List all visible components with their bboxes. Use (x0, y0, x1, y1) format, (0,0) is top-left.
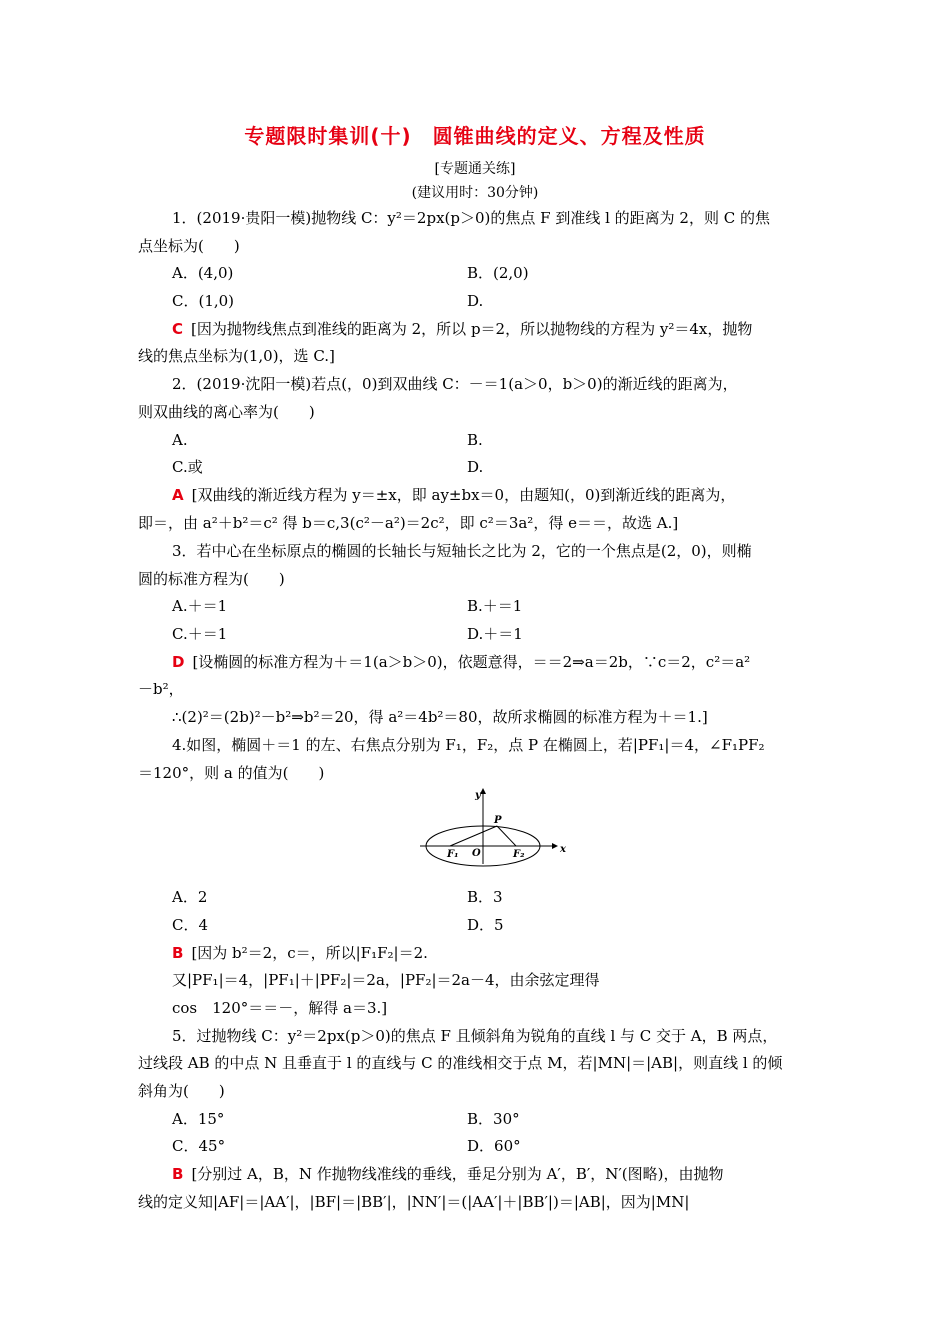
label-y: y (475, 790, 481, 801)
q4-solution-line3: cos 120°＝＝－，解得 a＝3.] (172, 999, 388, 1017)
q4-option-c: C．4 (172, 916, 209, 934)
q3-option-d: D.＋＝1 (467, 625, 523, 643)
q1-solution-line2: 线的焦点坐标为(1,0)，选 C.] (138, 347, 335, 365)
time-hint: (建议用时：30分钟) (411, 185, 539, 201)
q1-stem-line2: 点坐标为( ) (138, 237, 240, 255)
q2-solution-line2: 即＝，由 a²＋b²＝c² 得 b＝c,3(c²－a²)＝2c²，即 c²＝3a²，得 e＝＝，故选 A.] (138, 514, 679, 532)
q4-option-b: B．3 (467, 888, 503, 906)
q5-option-d: D．60° (467, 1137, 521, 1155)
section-subtitle: [专题通关练] (434, 161, 516, 177)
q5-answer: B (172, 1165, 184, 1183)
q4-answer: B (172, 944, 184, 962)
q1-solution-line1: C [因为抛物线焦点到准线的距离为 2，所以 p＝2，所以抛物线的方程为 y²＝4x，抛物 (172, 320, 753, 338)
label-o: O (472, 848, 481, 859)
q4-stem-line2: ＝120°，则 a 的值为( ) (138, 764, 325, 782)
q4-solution-line1: B [因为 b²＝2，c＝，所以|F₁F₂|＝2. (172, 944, 428, 962)
q3-solution-line1: D [设椭圆的标准方程为＋＝1(a＞b＞0)，依题意得，＝＝2⇒a＝2b，∵c＝2，c²＝a² (172, 653, 751, 671)
q5-stem-line3: 斜角为( ) (138, 1082, 225, 1100)
x-axis-arrow (552, 843, 558, 849)
page-title: 专题限时集训(十) 圆锥曲线的定义、方程及性质 (244, 124, 706, 148)
q3-option-a: A.＋＝1 (172, 597, 228, 615)
q3-solution-line3: ∴(2)²＝(2b)²－b²⇒b²＝20，得 a²＝4b²＝80，故所求椭圆的标准方程为＋＝1.] (172, 708, 708, 726)
q5-solution-line1: B [分别过 A，B，N 作抛物线准线的垂线，垂足分别为 A′，B′，N′(图略)，由抛物 (172, 1165, 724, 1183)
ellipse-figure (420, 786, 565, 866)
q1-option-b: B．(2,0) (467, 264, 529, 282)
q3-answer: D (172, 653, 185, 671)
label-p: P (494, 815, 502, 826)
q2-answer: A (172, 486, 184, 504)
label-f1: F₁ (447, 849, 459, 860)
q3-stem-line2: 圆的标准方程为( ) (138, 570, 285, 588)
q5-option-b: B．30° (467, 1110, 520, 1128)
q1-answer: C (172, 320, 184, 338)
q5-solution-line2: 线的定义知|AF|＝|AA′|，|BF|＝|BB′|，|NN′|＝(|AA′|＋|BB′|)＝|AB|，因为|MN| (138, 1193, 690, 1211)
q3-option-c: C.＋＝1 (172, 625, 228, 643)
label-f2: F₂ (513, 849, 525, 860)
q2-option-c: C.或 (172, 458, 203, 476)
q2-stem-line2: 则双曲线的离心率为( ) (138, 403, 315, 421)
q1-stem-line1: 1．(2019·贵阳一模)抛物线 C：y²＝2px(p＞0)的焦点 F 到准线 l 的距离为 2，则 C 的焦 (172, 209, 770, 227)
q4-option-a: A．2 (172, 888, 208, 906)
q4-stem-line1: 4.如图，椭圆＋＝1 的左、右焦点分别为 F₁，F₂，点 P 在椭圆上，若|PF₁|＝4，∠F₁PF₂ (172, 736, 765, 754)
q5-option-a: A．15° (172, 1110, 225, 1128)
q4-solution-line2: 又|PF₁|＝4，|PF₁|＋|PF₂|＝2a，|PF₂|＝2a－4，由余弦定理得 (172, 971, 600, 989)
q2-option-a: A. (172, 431, 188, 449)
q5-stem-line2: 过线段 AB 的中点 N 且垂直于 l 的直线与 C 的准线相交于点 M，若|MN|＝|AB|，则直线 l 的倾 (138, 1054, 783, 1072)
q2-stem-line1: 2．(2019·沈阳一模)若点(，0)到双曲线 C：－＝1(a＞0，b＞0)的渐近线的距离为， (172, 375, 738, 393)
q5-option-c: C．45° (172, 1137, 226, 1155)
q1-option-a: A．(4,0) (172, 264, 234, 282)
q1-option-d: D. (467, 292, 484, 310)
q1-option-c: C．(1,0) (172, 292, 235, 310)
q2-option-d: D. (467, 458, 484, 476)
q2-option-b: B. (467, 431, 483, 449)
q4-option-d: D．5 (467, 916, 504, 934)
q2-solution-line1: A [双曲线的渐近线方程为 y＝±x，即 ay±bx＝0，由题知(，0)到渐近线的距离为， (172, 486, 736, 504)
label-x: x (560, 844, 566, 855)
q3-stem-line1: 3．若中心在坐标原点的椭圆的长轴长与短轴长之比为 2，它的一个焦点是(2，0)，则椭 (172, 542, 752, 560)
q5-stem-line1: 5．过抛物线 C：y²＝2px(p＞0)的焦点 F 且倾斜角为锐角的直线 l 与 C 交于 A，B 两点， (172, 1027, 778, 1045)
segment-pf1 (450, 826, 497, 846)
y-axis-arrow (480, 788, 486, 794)
q3-option-b: B.＋＝1 (467, 597, 523, 615)
q3-solution-line2: －b²， (138, 680, 184, 698)
